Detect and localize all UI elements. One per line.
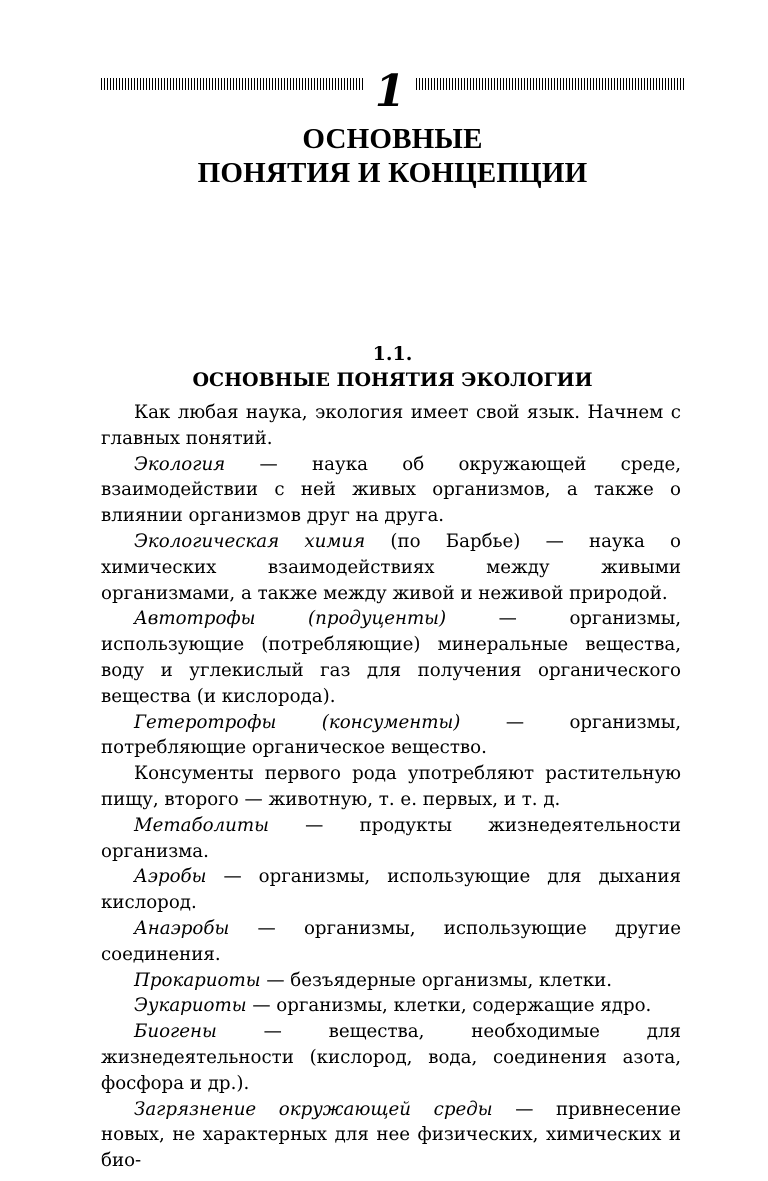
term: Аэробы [134, 866, 207, 888]
paragraph [101, 761, 681, 813]
term: Гетеротрофы (консументы) [134, 711, 461, 733]
term: Автотрофы (продуценты) [134, 608, 447, 630]
chapter-title [101, 122, 684, 190]
chapter-header [101, 68, 684, 116]
paragraph [101, 452, 681, 529]
term: Экологическая химия [134, 530, 366, 552]
paragraph [101, 606, 681, 709]
definition: — безъядерные организмы, клетки. [260, 969, 613, 991]
paragraph [101, 993, 681, 1019]
definition: — наука об окружающей среде, взаимодействии с ней живых организмов, а также о влиянии организмов друг на друга. [101, 453, 681, 527]
chapter-title-line-1: ОСНОВНЫЕ [302, 123, 483, 155]
definition: (по Барбье) — наука о химических взаимодействиях между живыми организмами, а также между живой и неживой природой. [101, 530, 682, 604]
definition: — организмы, использующие для дыхания кислород. [101, 866, 681, 914]
paragraph [101, 864, 681, 916]
paragraph [101, 1097, 681, 1174]
term: Биогены [134, 1021, 217, 1043]
term: Экология [134, 453, 226, 475]
body-text [101, 400, 681, 1174]
definition: Как любая наука, экология имеет свой язык. Начнем с главных понятий. [101, 402, 681, 449]
section-number: 1.1. [372, 343, 413, 365]
definition: — вещества, необходимые для жизнедеятельности (кислород, вода, соединения азота, фосфора и др.). [101, 1021, 681, 1094]
chapter-title-line-2: ПОНЯТИЯ И КОНЦЕПЦИИ [197, 157, 588, 189]
paragraph [101, 400, 681, 452]
chapter-rule-right [416, 78, 684, 90]
paragraph [101, 710, 681, 762]
term: Эукариоты [134, 995, 247, 1017]
definition: — продукты жизнедеятельности организма. [101, 814, 681, 862]
paragraph [101, 529, 681, 606]
chapter-number: 1 [374, 66, 406, 117]
definition: Консументы первого рода употребляют растительную пищу, второго — животную, т. е. первых, и т. д. [101, 763, 681, 810]
definition: — организмы, потребляющие органическое вещество. [101, 711, 681, 759]
paragraph [101, 916, 681, 968]
paragraph [101, 813, 681, 865]
paragraph [101, 1019, 681, 1096]
definition: — организмы, использующие (потребляющие) минеральные вещества, воду и углекислый газ для получения органического вещества (и кислорода). [101, 608, 681, 707]
paragraph [101, 968, 681, 994]
definition: — привнесение новых, не характерных для нее физических, химических и био- [101, 1098, 681, 1172]
definition: — организмы, использующие другие соединения. [101, 917, 681, 965]
term: Загрязнение окружающей среды [134, 1098, 493, 1120]
definition: — организмы, клетки, содержащие ядро. [246, 995, 652, 1017]
term: Анаэробы [134, 917, 230, 939]
term: Метаболиты [134, 814, 269, 836]
term: Прокариоты [134, 969, 261, 991]
chapter-rule-left [101, 78, 364, 90]
section-title: ОСНОВНЫЕ ПОНЯТИЯ ЭКОЛОГИИ [192, 369, 593, 391]
